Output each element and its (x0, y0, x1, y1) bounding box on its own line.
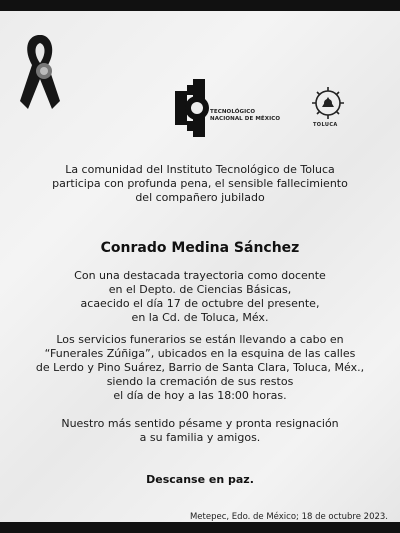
services-line: siendo la cremación de sus restos (106, 375, 294, 388)
services-line: Los servicios funerarios se están llevando a cabo en (56, 333, 344, 346)
services-line: “Funerales Zúñiga”, ubicados en la esquina de las calles (44, 347, 356, 360)
career-line: Con una destacada trayectoria como docente (74, 269, 326, 282)
condolence-line: Nuestro más sentido pésame y pronta resignación (61, 417, 339, 430)
intro-line: La comunidad del Instituto Tecnológico de Toluca (65, 163, 335, 176)
career-line: en el Depto. de Ciencias Básicas, (108, 283, 292, 296)
tecnm-wordmark (210, 109, 280, 123)
deceased-name: Conrado Medina Sánchez (100, 240, 300, 256)
services-line: de Lerdo y Pino Suárez, Barrio de Santa Clara, Toluca, Méx., (35, 361, 365, 374)
closing-text: Descanse en paz. (146, 473, 254, 486)
intro-paragraph (0, 163, 400, 205)
mourning-ribbon-icon (18, 31, 64, 113)
services-line: el día de hoy a las 18:00 horas. (113, 389, 287, 402)
career-line: acaecido el día 17 de octubre del presente, (80, 297, 320, 310)
tecnm-logo-icon (173, 77, 283, 139)
career-line: en la Cd. de Toluca, Méx. (131, 311, 269, 324)
obituary-card (0, 11, 400, 522)
condolence-paragraph (0, 417, 400, 445)
tecnm-line-1: TECNOLÓGICO (210, 109, 256, 115)
intro-line: del compañero jubilado (135, 191, 265, 204)
toluca-label: TOLUCA (313, 122, 338, 128)
place-date-footer: Metepec, Edo. de México; 18 de octubre 2023. (189, 512, 388, 522)
tecnm-line-2: NACIONAL DE MÉXICO (210, 116, 281, 122)
condolence-line: a su familia y amigos. (139, 431, 261, 444)
intro-line: participa con profunda pena, el sensible fallecimiento (52, 177, 348, 190)
services-paragraph (0, 333, 400, 403)
career-paragraph (0, 269, 400, 325)
